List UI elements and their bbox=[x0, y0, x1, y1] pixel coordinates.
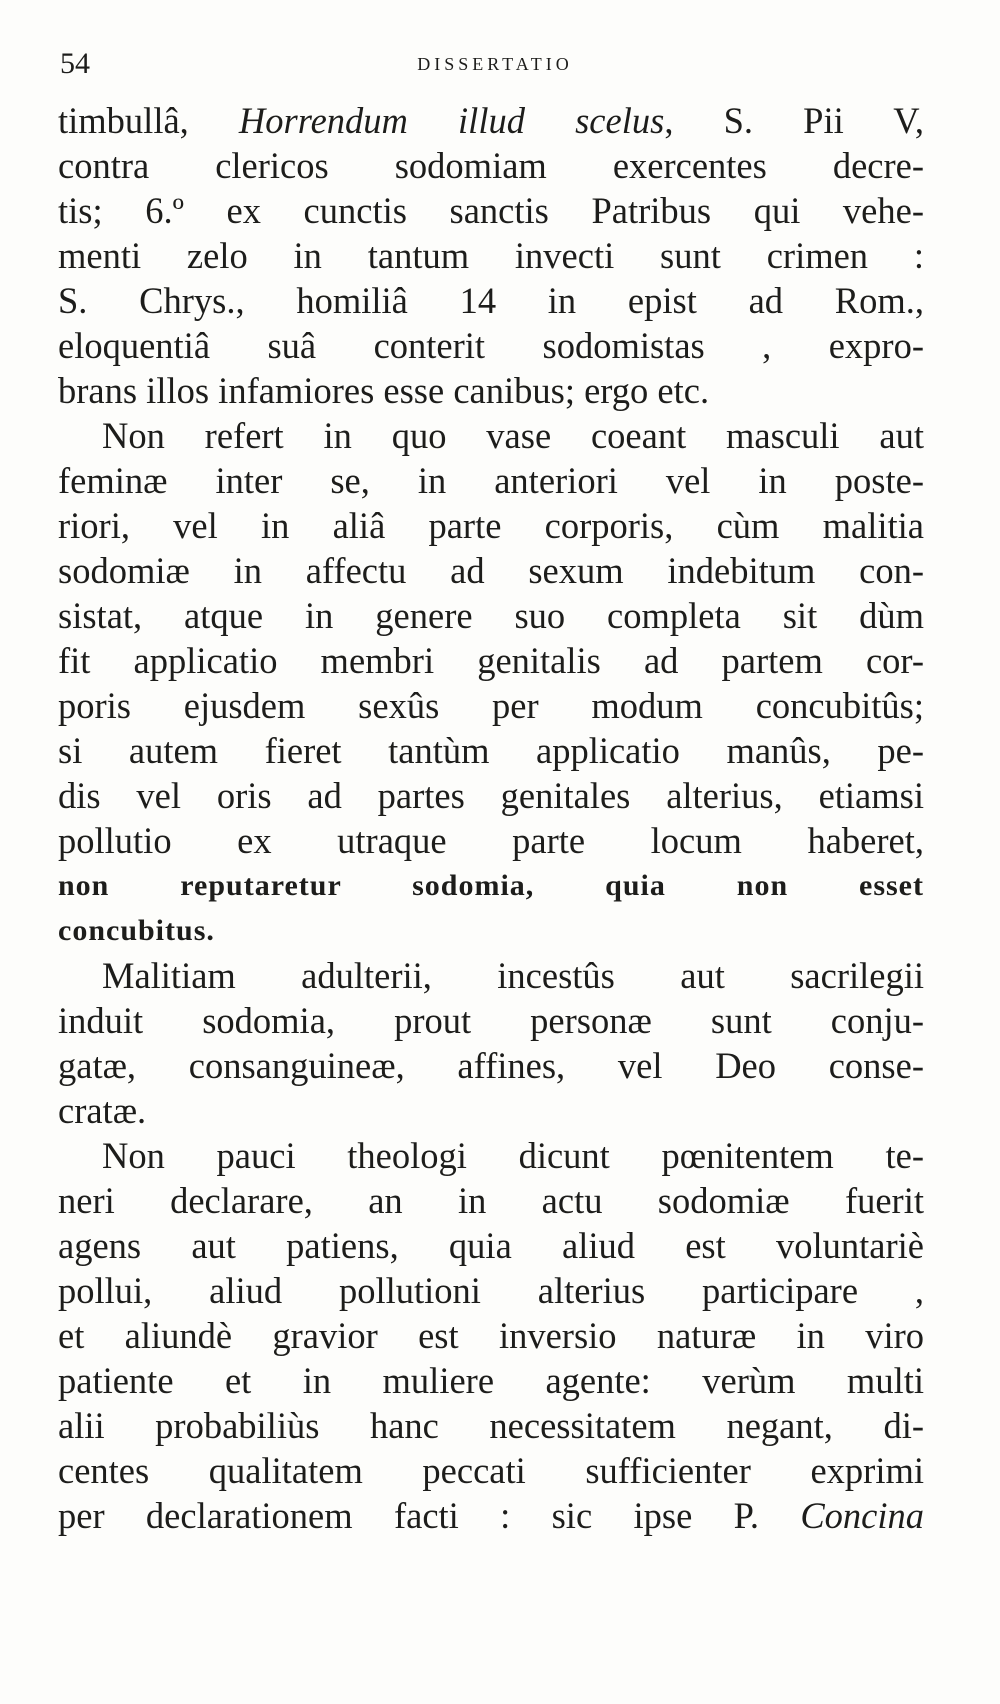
text-line bbox=[58, 1178, 924, 1223]
text-line bbox=[58, 98, 924, 143]
text-line bbox=[58, 278, 924, 323]
text-segment: brans illos infamiores esse canibus; ergo etc. bbox=[58, 370, 710, 411]
text-line bbox=[58, 863, 924, 908]
text-segment: menti zelo in tantum invecti sunt crimen : bbox=[58, 235, 924, 276]
text-segment: neri declarare, an in actu sodomiæ fuerit bbox=[58, 1180, 924, 1221]
text-line bbox=[58, 1403, 924, 1448]
text-line bbox=[58, 1223, 924, 1268]
text-segment: pollutio ex utraque parte locum haberet, bbox=[58, 820, 924, 861]
text-segment: eloquentiâ suâ conterit sodomistas , expro- bbox=[58, 325, 924, 366]
text-line bbox=[58, 413, 924, 458]
text-line bbox=[58, 638, 924, 683]
text-segment: gatæ, consanguineæ, affines, vel Deo conse- bbox=[58, 1045, 924, 1086]
text-segment: alii probabiliùs hanc necessitatem negant, di- bbox=[58, 1405, 924, 1446]
text-segment: sodomiæ in affectu ad sexum indebitum con- bbox=[58, 550, 924, 591]
text-segment: agens aut patiens, quia aliud est voluntariè bbox=[58, 1225, 924, 1266]
page-number: 54 bbox=[60, 47, 90, 80]
text-segment: Malitiam adulterii, incestûs aut sacrilegii bbox=[102, 955, 924, 996]
text-line bbox=[58, 368, 924, 413]
body-text bbox=[58, 98, 924, 1538]
text-line bbox=[58, 908, 924, 953]
text-line bbox=[58, 323, 924, 368]
text-segment: Non refert in quo vase coeant masculi aut bbox=[102, 415, 924, 456]
text-line bbox=[58, 1133, 924, 1178]
text-line bbox=[58, 773, 924, 818]
text-line bbox=[58, 233, 924, 278]
text-line bbox=[58, 188, 924, 233]
text-line bbox=[58, 1088, 924, 1133]
text-segment: induit sodomia, prout personæ sunt conju- bbox=[58, 1000, 924, 1041]
text-line bbox=[58, 143, 924, 188]
text-segment: non reputaretur sodomia, quia non esset bbox=[58, 869, 924, 902]
text-line bbox=[58, 1043, 924, 1088]
text-line bbox=[58, 998, 924, 1043]
text-line bbox=[58, 548, 924, 593]
text-line bbox=[58, 728, 924, 773]
text-segment: pollui, aliud pollutioni alterius participare , bbox=[58, 1270, 924, 1311]
text-segment: Non pauci theologi dicunt pœnitentem te- bbox=[102, 1135, 924, 1176]
text-line bbox=[58, 1448, 924, 1493]
text-line bbox=[58, 1358, 924, 1403]
text-line bbox=[58, 503, 924, 548]
text-line bbox=[58, 683, 924, 728]
running-title: DISSERTATIO bbox=[417, 54, 573, 74]
text-line bbox=[58, 1493, 924, 1538]
text-line bbox=[58, 458, 924, 503]
text-segment: , S. Pii V, bbox=[664, 100, 924, 141]
text-segment: per declarationem facti : sic ipse P. bbox=[58, 1495, 801, 1536]
text-segment: sistat, atque in genere suo completa sit dùm bbox=[58, 595, 924, 636]
text-segment: dis vel oris ad partes genitales alterius, etiamsi bbox=[58, 775, 924, 816]
italic-text: Horrendum illud scelus bbox=[238, 100, 665, 141]
text-segment: feminæ inter se, in anteriori vel in poste- bbox=[58, 460, 924, 501]
text-segment: cratæ. bbox=[58, 1090, 147, 1131]
text-segment: si autem fieret tantùm applicatio manûs, pe- bbox=[58, 730, 924, 771]
text-segment: concubitus. bbox=[58, 914, 215, 947]
text-line bbox=[58, 1268, 924, 1313]
text-segment: tis; 6.º ex cunctis sanctis Patribus qui vehe- bbox=[58, 190, 924, 231]
text-line bbox=[58, 818, 924, 863]
text-segment: et aliundè gravior est inversio naturæ in viro bbox=[58, 1315, 924, 1356]
text-line bbox=[58, 953, 924, 998]
text-segment: fit applicatio membri genitalis ad partem cor- bbox=[58, 640, 924, 681]
italic-text: Concina bbox=[800, 1495, 924, 1536]
text-segment: contra clericos sodomiam exercentes decre- bbox=[58, 145, 924, 186]
text-line bbox=[58, 593, 924, 638]
text-segment: patiente et in muliere agente: verùm multi bbox=[58, 1360, 924, 1401]
text-segment: centes qualitatem peccati sufficienter exprimi bbox=[58, 1450, 924, 1491]
text-segment: timbullâ, bbox=[58, 100, 239, 141]
page-header bbox=[60, 44, 930, 84]
text-segment: S. Chrys., homiliâ 14 in epist ad Rom., bbox=[58, 280, 924, 321]
text-segment: poris ejusdem sexûs per modum concubitûs; bbox=[58, 685, 924, 726]
text-segment: riori, vel in aliâ parte corporis, cùm malitia bbox=[58, 505, 924, 546]
text-line bbox=[58, 1313, 924, 1358]
